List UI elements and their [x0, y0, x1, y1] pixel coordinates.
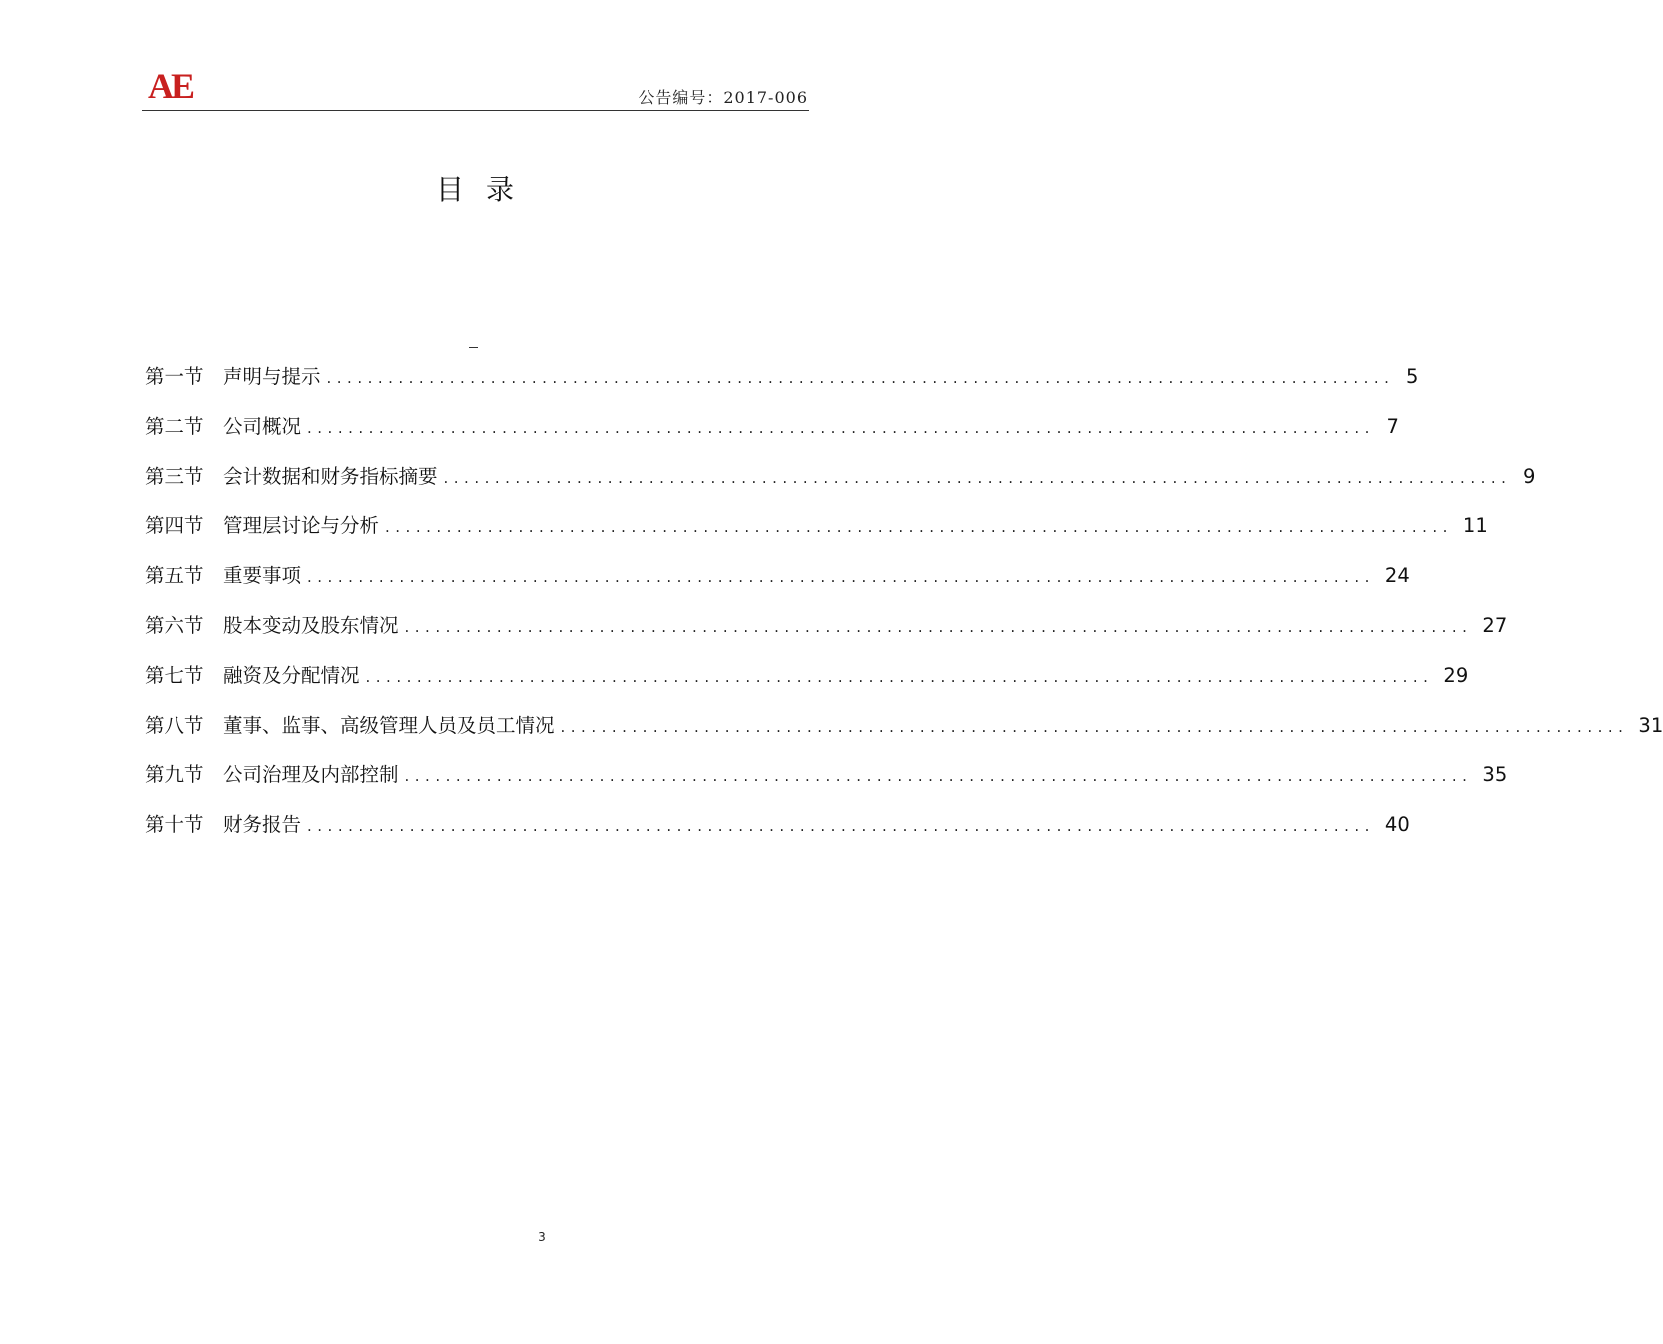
toc-section-number: 第三节: [145, 464, 204, 488]
toc-page-number: 29: [1443, 663, 1469, 687]
toc-page-number: 24: [1384, 564, 1410, 588]
toc-entry[interactable]: [145, 661, 1469, 711]
toc-entry[interactable]: [145, 412, 1399, 462]
company-logo: AE: [148, 66, 193, 106]
toc-dot-leader: ........................................................................................................: [443, 468, 1512, 487]
toc-entry[interactable]: [145, 462, 1536, 512]
toc-entry[interactable]: [145, 511, 1488, 561]
toc-section-title: 董事、监事、高级管理人员及员工情况: [223, 713, 555, 737]
toc-entry[interactable]: [145, 362, 1419, 412]
toc-section-title: 声明与提示: [223, 365, 321, 388]
toc-section-number: 第七节: [145, 663, 204, 687]
toc-section-title: 公司概况: [223, 414, 302, 438]
announcement-number: 公告编号：2017-006: [638, 88, 808, 107]
toc-page-number: 9: [1522, 464, 1536, 488]
toc-dot-leader: ........................................................................................................: [326, 369, 1395, 387]
toc-section-number: 第五节: [145, 564, 204, 588]
header-divider: [142, 110, 809, 111]
toc-page-number: 7: [1386, 414, 1399, 438]
toc-entry[interactable]: [145, 611, 1508, 661]
page-title: 目录: [435, 173, 536, 206]
toc-section-title: 管理层讨论与分析: [223, 514, 380, 538]
toc-section-title: 公司治理及内部控制: [223, 763, 399, 787]
toc-section-title: 股本变动及股东情况: [223, 613, 399, 637]
toc-section-number: 第四节: [145, 514, 204, 538]
toc-page-number: 31: [1638, 713, 1663, 737]
toc-section-title: 融资及分配情况: [223, 663, 360, 687]
page-number: 3: [538, 1230, 546, 1244]
toc-dot-leader: ........................................................................................................: [307, 817, 1375, 836]
toc-page-number: 5: [1405, 365, 1419, 388]
toc-section-number: 第一节: [145, 365, 204, 388]
toc-section-number: 第十节: [145, 813, 204, 837]
toc-dot-leader: ........................................................................................................: [307, 418, 1375, 437]
toc-dot-leader: ........................................................................................................: [385, 518, 1453, 537]
toc-entry[interactable]: [145, 760, 1508, 810]
toc-section-number: 第二节: [145, 414, 204, 438]
toc-dot-leader: ........................................................................................................: [307, 568, 1375, 587]
toc-page-number: 11: [1462, 514, 1488, 538]
toc-page-number: 35: [1482, 763, 1508, 787]
table-of-contents: [145, 362, 1663, 860]
stray-mark: [469, 347, 478, 348]
toc-section-title: 会计数据和财务指标摘要: [223, 464, 438, 488]
toc-entry[interactable]: [145, 561, 1410, 611]
toc-entry[interactable]: [145, 810, 1410, 860]
toc-dot-leader: ........................................................................................................: [365, 667, 1434, 686]
toc-dot-leader: ........................................................................................................: [560, 717, 1629, 736]
toc-section-number: 第八节: [145, 713, 204, 737]
toc-page-number: 27: [1482, 613, 1508, 637]
toc-section-title: 财务报告: [223, 813, 302, 837]
toc-section-number: 第六节: [145, 613, 204, 637]
toc-section-title: 重要事项: [223, 564, 302, 588]
toc-entry[interactable]: [145, 711, 1663, 761]
toc-section-number: 第九节: [145, 763, 204, 787]
toc-dot-leader: ........................................................................................................: [404, 767, 1473, 786]
toc-page-number: 40: [1384, 813, 1410, 837]
toc-dot-leader: ........................................................................................................: [404, 617, 1473, 636]
